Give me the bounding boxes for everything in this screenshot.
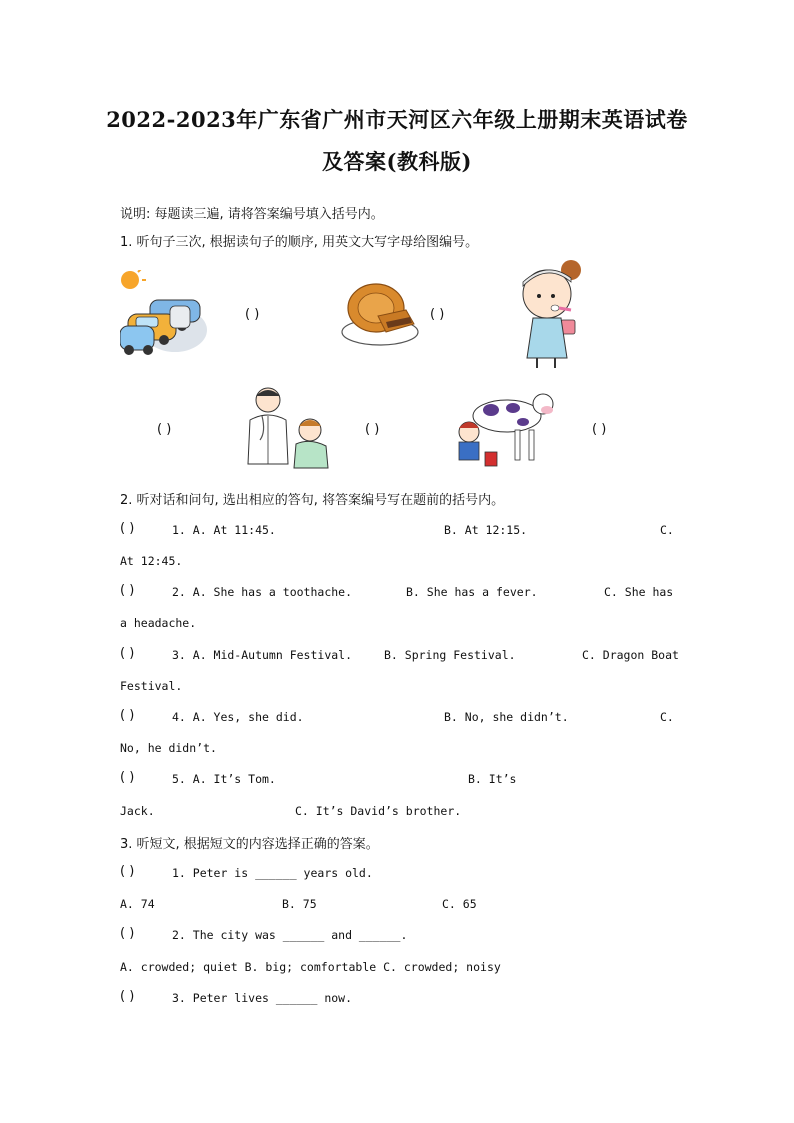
q2-3-option-c-head: C. Dragon Boat [582,648,679,662]
q3-1-option-b: B. 75 [282,897,317,911]
doctor-and-boy-picture [246,386,330,470]
q3-1-option-c: C. 65 [442,897,477,911]
instruction-text: 说明: 每题读三遍, 请将答案编号填入括号内。 [120,207,384,222]
q2-1-paren[interactable]: ( ) [120,521,135,536]
q2-3-option-a: 3. A. Mid-Autumn Festival. [172,648,353,662]
q2-2-option-c-head: C. She has [604,585,674,599]
q2-4-option-b: B. No, she didn’t. [444,710,569,724]
q3-3-question: 3. Peter lives ______ now. [172,991,353,1005]
mooncake-picture [340,280,420,350]
q2-5-option-b: B. It’s [468,772,517,786]
q3-1-question: 1. Peter is ______ years old. [172,866,373,880]
document-title-line1: 2022-2023年广东省广州市天河区六年级上册期末英语试卷 [106,107,688,132]
document-title-line2: 及答案(教科版) [322,149,472,174]
q2-1-option-c-tail: At 12:45. [120,554,183,568]
girl-brushing-teeth-picture [515,258,585,370]
answer-blank-mooncake[interactable]: ( ) [430,307,445,322]
boy-milking-cow-picture [455,386,555,476]
q3-3-paren[interactable]: ( ) [120,989,135,1004]
q2-1-option-a: 1. A. At 11:45. [172,523,276,537]
q2-2-option-b: B. She has a fever. [406,585,538,599]
answer-blank-cow[interactable]: ( ) [592,422,607,437]
q2-2-option-c-tail: a headache. [120,616,197,630]
section3-heading: 3. 听短文, 根据短文的内容选择正确的答案。 [120,837,379,852]
q2-5-option-c: C. It’s David’s brother. [295,804,462,818]
q3-1-option-a: A. 74 [120,897,155,911]
q2-2-paren[interactable]: ( ) [120,583,135,598]
answer-blank-doctor[interactable]: ( ) [157,422,172,437]
q3-2-paren[interactable]: ( ) [120,926,135,941]
q2-4-option-a: 4. A. Yes, she did. [172,710,304,724]
q2-2-option-a: 2. A. She has a toothache. [172,585,353,599]
answer-blank-doctor-boy[interactable]: ( ) [365,422,380,437]
q2-3-option-c-tail: Festival. [120,679,183,693]
q2-3-paren[interactable]: ( ) [120,646,135,661]
q3-2-question: 2. The city was ______ and ______. [172,928,408,942]
q2-1-option-b: B. At 12:15. [444,523,528,537]
q2-5-option-b-tail: Jack. [120,804,155,818]
section1-heading: 1. 听句子三次, 根据读句子的顺序, 用英文大写字母给图编号。 [120,235,479,250]
q2-1-option-c-head: C. [660,523,674,537]
q2-5-option-a: 5. A. It’s Tom. [172,772,276,786]
q2-4-paren[interactable]: ( ) [120,708,135,723]
answer-blank-traffic[interactable]: ( ) [245,307,260,322]
q3-1-paren[interactable]: ( ) [120,864,135,879]
q2-5-paren[interactable]: ( ) [120,770,135,785]
q2-4-option-c-head: C. [660,710,674,724]
q3-2-options: A. crowded; quiet B. big; comfortable C. crowded; noisy [120,960,501,974]
traffic-cars-picture [120,270,208,356]
q2-3-option-b: B. Spring Festival. [384,648,516,662]
section2-heading: 2. 听对话和问句, 选出相应的答句, 将答案编号写在题前的括号内。 [120,493,505,508]
q2-4-option-c-tail: No, he didn’t. [120,741,217,755]
